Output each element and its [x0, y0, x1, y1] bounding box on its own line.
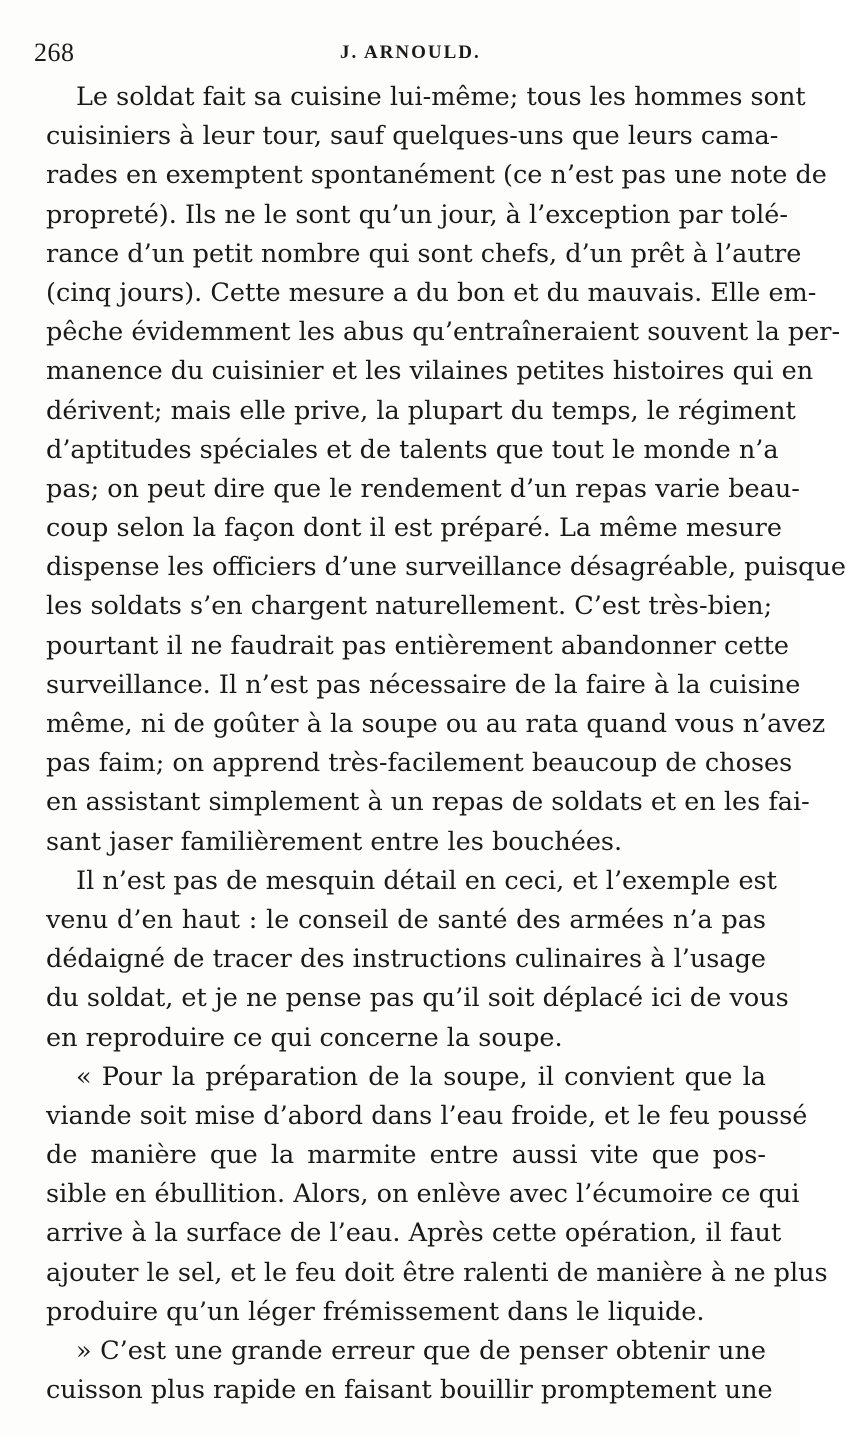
text-line: viande soit mise d’abord dans l’eau froide, et le feu poussé	[46, 1100, 808, 1131]
paragraph	[46, 1058, 828, 1332]
text-line: produire qu’un léger frémissement dans le liquide.	[46, 1296, 705, 1327]
text-line: arrive à la surface de l’eau. Après cette opération, il faut	[46, 1218, 782, 1249]
paragraph	[46, 78, 846, 862]
text-line: rades en exemptent spontanément (ce n’est pas une note de	[46, 160, 827, 191]
text-line: « Pour la préparation de la soupe, il convient que la	[76, 1061, 766, 1092]
text-line: propreté). Ils ne le sont qu’un jour, à l’exception par tolé-	[46, 199, 788, 230]
text-line: Le soldat fait sa cuisine lui-même; tous les hommes sont	[76, 82, 806, 112]
text-line: dédaigné de tracer des instructions culinaires à l’usage	[46, 944, 766, 975]
page-header	[34, 38, 770, 74]
text-line: dérivent; mais elle prive, la plupart du temps, le régiment	[46, 395, 796, 426]
text-line: en assistant simplement à un repas de soldats et en les fai-	[46, 787, 810, 818]
text-line: en reproduire ce qui concerne la soupe.	[46, 1022, 563, 1053]
text-line: » C’est une grande erreur que de penser obtenir une	[76, 1336, 766, 1366]
text-line: même, ni de goûter à la soupe ou au rata quand vous n’avez	[46, 709, 826, 739]
page-number: 268	[34, 38, 75, 67]
text-line: cuisiniers à leur tour, sauf quelques-uns que leurs cama-	[46, 121, 779, 152]
text-line: dispense les officiers d’une surveillance désagréable, puisque	[46, 552, 846, 583]
text-line: ajouter le sel, et le feu doit être ralenti de manière à ne plus	[46, 1257, 828, 1288]
text-line: manence du cuisinier et les vilaines petites histoires qui en	[46, 356, 814, 387]
text-line: pas faim; on apprend très-facilement beaucoup de choses	[46, 748, 793, 779]
text-line: venu d’en haut : le conseil de santé des armées n’a pas	[46, 904, 766, 935]
text-line: (cinq jours). Cette mesure a du bon et du mauvais. Elle em-	[46, 277, 817, 308]
text-line: d’aptitudes spéciales et de talents que tout le monde n’a	[46, 434, 779, 465]
running-head: J. ARNOULD.	[340, 42, 481, 63]
text-line: pêche évidemment les abus qu’entraîneraient souvent la per-	[46, 317, 841, 348]
paragraph	[46, 1332, 773, 1410]
text-line: coup selon la façon dont il est préparé. La même mesure	[46, 513, 782, 544]
text-line: de manière que la marmite entre aussi vite que pos-	[46, 1140, 766, 1171]
text-line: pourtant il ne faudrait pas entièrement abandonner cette	[46, 630, 789, 661]
paragraph	[46, 862, 789, 1058]
text-line: les soldats s’en chargent naturellement. C’est très-bien;	[46, 591, 773, 622]
text-line: sant jaser familièrement entre les bouchées.	[46, 826, 623, 857]
text-line: Il n’est pas de mesquin détail en ceci, et l’exemple est	[76, 865, 777, 896]
text-line: pas; on peut dire que le rendement d’un repas varie beau-	[46, 473, 800, 504]
text-line: cuisson plus rapide en faisant bouillir promptement une	[46, 1375, 773, 1406]
text-line: sible en ébullition. Alors, on enlève avec l’écumoire ce qui	[46, 1179, 800, 1210]
text-line: du soldat, et je ne pense pas qu’il soit déplacé ici de vous	[46, 983, 789, 1014]
text-line: rance d’un petit nombre qui sont chefs, d’un prêt à l’autre	[46, 238, 802, 269]
body-text	[46, 78, 846, 1410]
text-line: surveillance. Il n’est pas nécessaire de la faire à la cuisine	[46, 669, 801, 700]
